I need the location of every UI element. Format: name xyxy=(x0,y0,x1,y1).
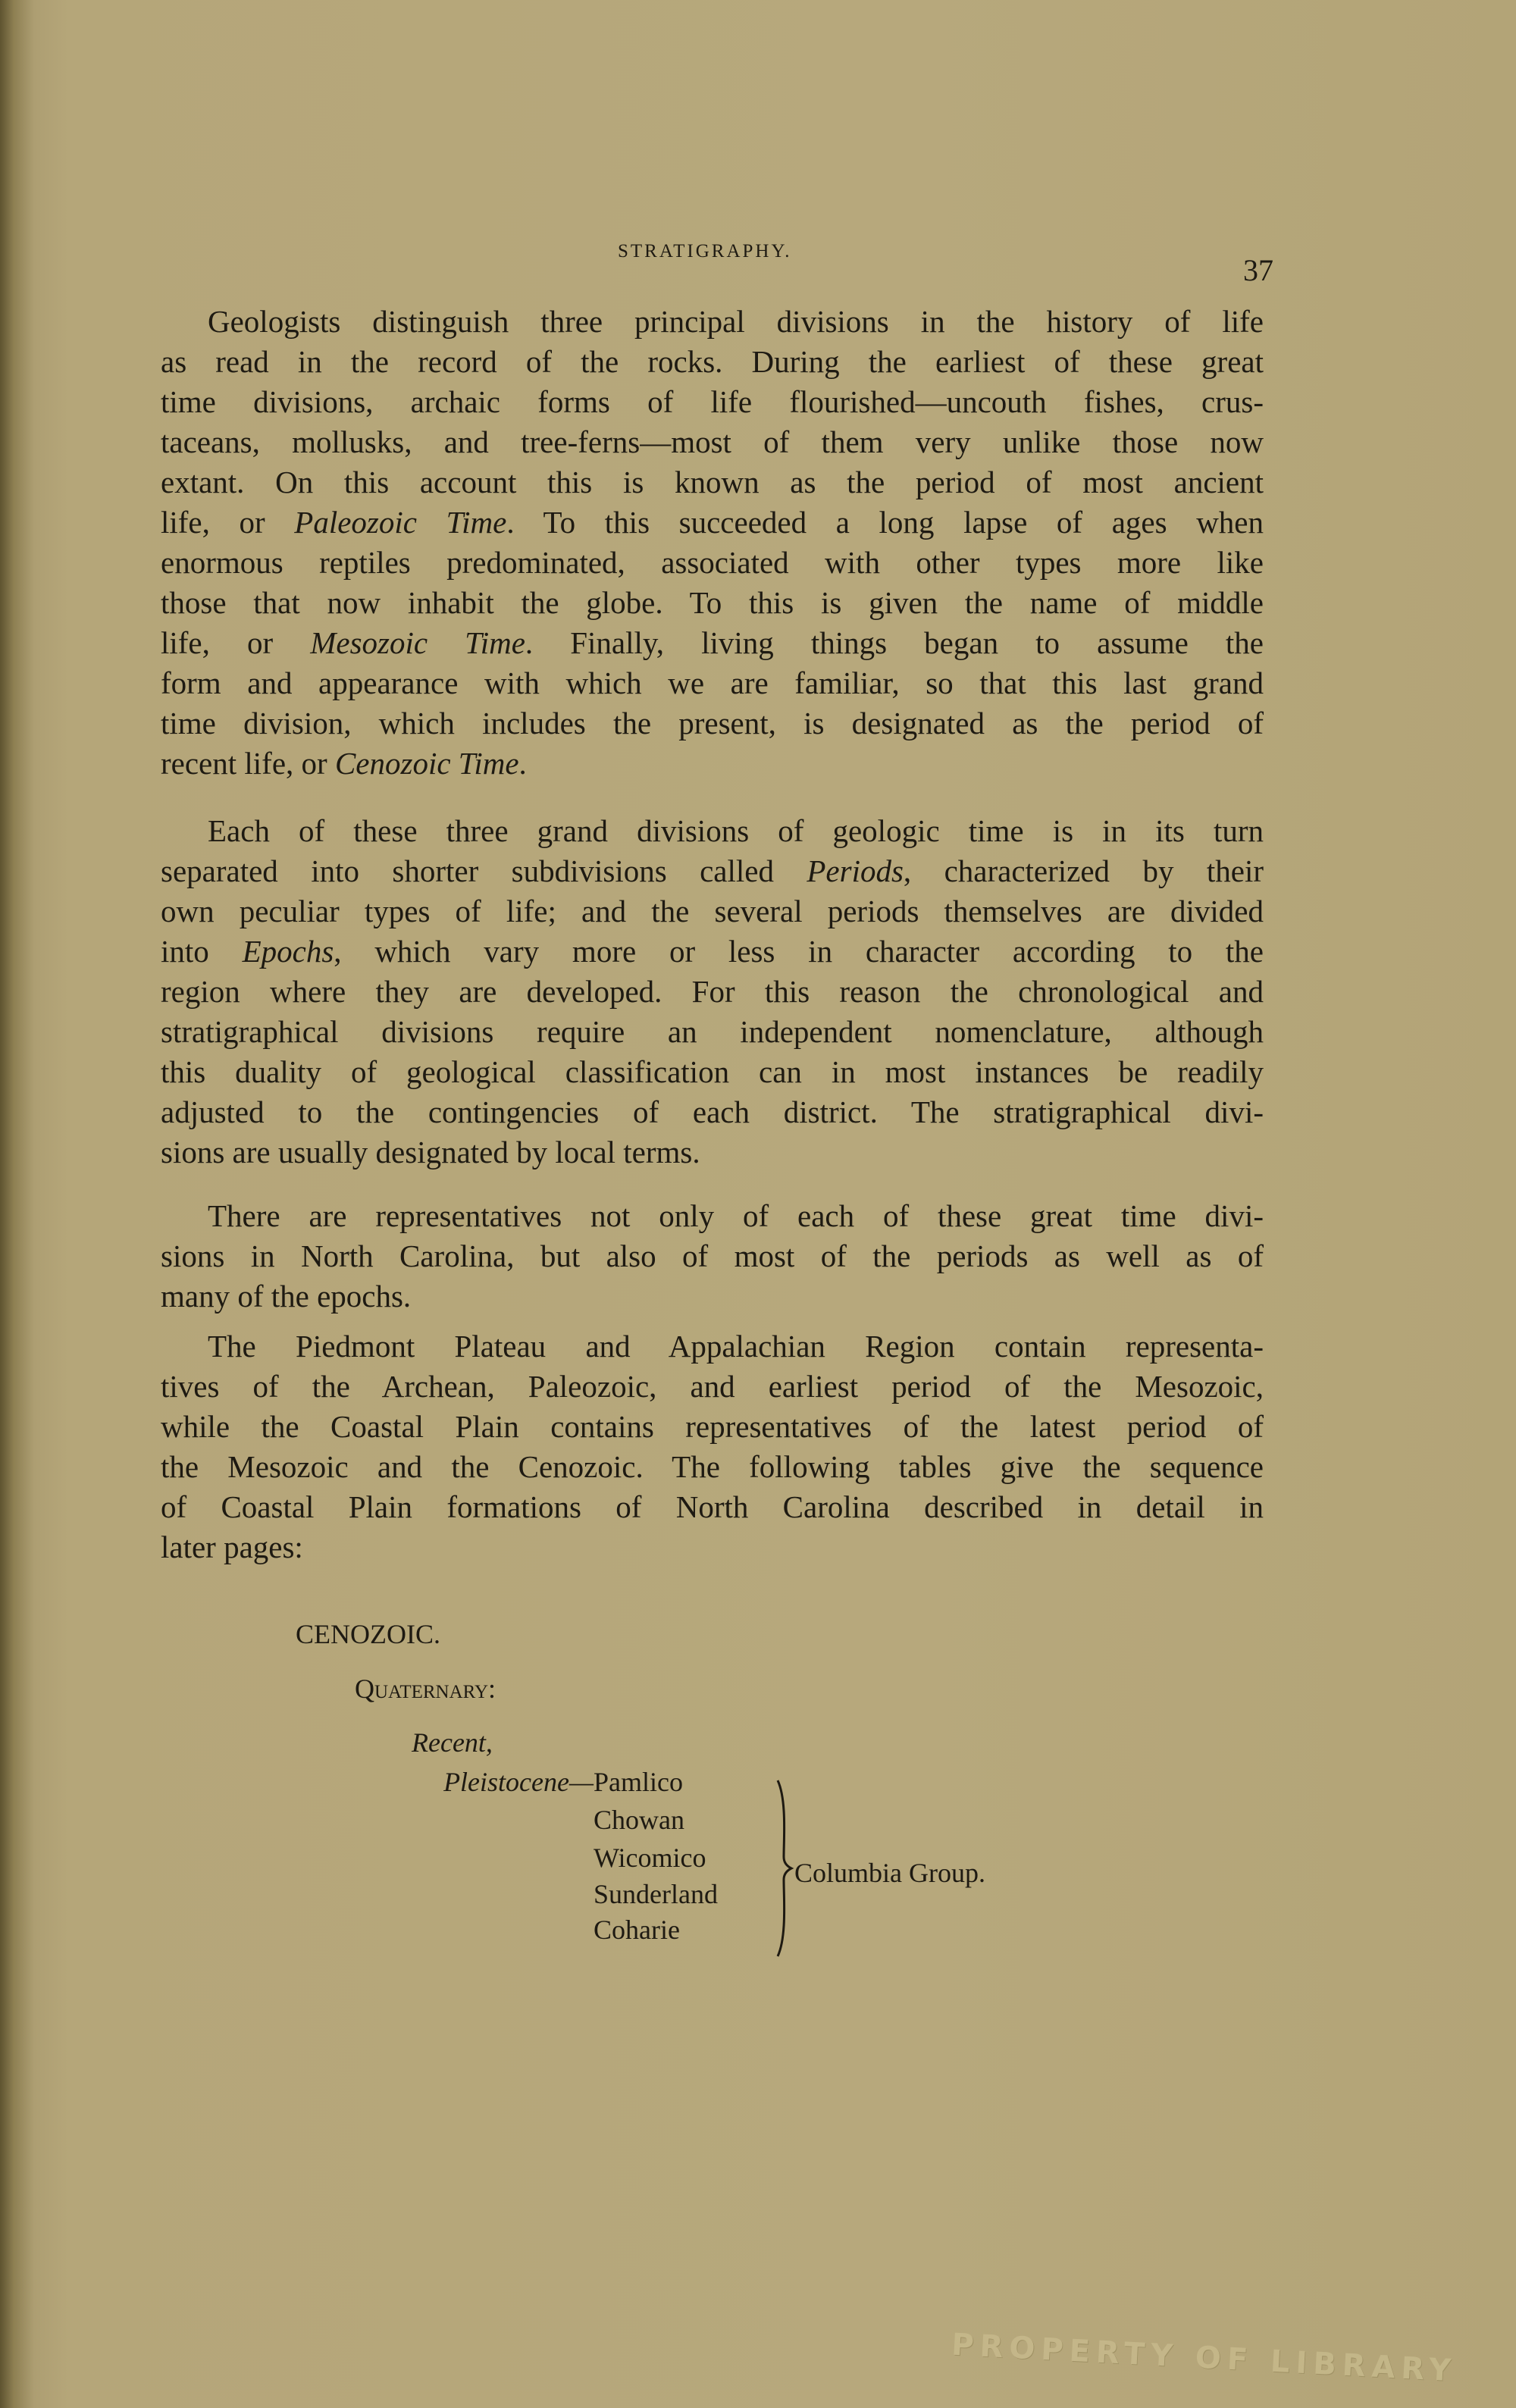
text-line xyxy=(161,1052,1264,1092)
text-line xyxy=(161,1527,1264,1567)
table-era: CENOZOIC. xyxy=(296,1619,440,1649)
text-run: into xyxy=(161,934,243,969)
text-run: sions are usually designated by local terms. xyxy=(161,1135,700,1170)
text-run: time divisions, archaic forms of life flourished—uncouth fishes, crus- xyxy=(161,384,1264,419)
text-line xyxy=(161,623,1264,663)
paragraph-periods-epochs xyxy=(161,811,1264,1173)
text-run: region where they are developed. For this reason the chronological and xyxy=(161,974,1264,1009)
text-line xyxy=(161,382,1264,422)
text-run: . xyxy=(518,746,527,781)
text-run: stratigraphical divisions require an independent nomenclature, although xyxy=(161,1014,1264,1049)
text-line xyxy=(161,302,1264,342)
text-run: separated into shorter subdivisions called xyxy=(161,853,807,888)
epoch-label: Pleistocene— xyxy=(443,1767,594,1797)
running-header: STRATIGRAPHY. xyxy=(618,241,792,261)
text-run: adjusted to the contingencies of each district. The stratigraphical divi- xyxy=(161,1094,1264,1129)
text-line xyxy=(161,972,1264,1012)
text-line xyxy=(161,1367,1264,1407)
italic-term: Cenozoic Time xyxy=(334,746,519,781)
text-run: own peculiar types of life; and the several periods themselves are divided xyxy=(161,894,1264,928)
text-line xyxy=(161,1012,1264,1052)
text-line xyxy=(161,462,1264,503)
italic-term: Paleozoic Time xyxy=(294,505,507,540)
text-line xyxy=(161,583,1264,623)
text-line xyxy=(161,1092,1264,1132)
formation: Chowan xyxy=(594,1805,684,1835)
formation: Sunderland xyxy=(594,1879,718,1909)
text-run: this duality of geological classification can in most instances be readily xyxy=(161,1054,1264,1089)
table-epoch-recent: Recent, xyxy=(412,1727,493,1758)
text-line xyxy=(161,703,1264,744)
text-run: , characterized by their xyxy=(903,853,1264,888)
text-run: the Mesozoic and the Cenozoic. The following tables give the sequence xyxy=(161,1449,1264,1484)
text-run: life, or xyxy=(161,505,295,540)
text-run: There are representatives not only of each of these great time divi- xyxy=(208,1198,1264,1233)
italic-term: Mesozoic Time xyxy=(310,625,525,660)
text-line xyxy=(161,1132,1264,1173)
text-line xyxy=(161,543,1264,583)
library-stamp-watermark: PROPERTY OF LIBRARY xyxy=(951,2327,1458,2389)
formation: Pamlico xyxy=(594,1767,683,1797)
text-line xyxy=(161,1407,1264,1447)
text-run: extant. On this account this is known as the period of most ancient xyxy=(161,465,1264,499)
text-line xyxy=(161,503,1264,543)
group-name: Columbia Group. xyxy=(794,1858,985,1888)
text-run: . Finally, living things began to assume the xyxy=(525,625,1264,660)
text-run: those that now inhabit the globe. To this is given the name of middle xyxy=(161,585,1264,620)
page-number: 37 xyxy=(1243,253,1273,287)
text-line xyxy=(161,1326,1264,1367)
text-run: life, or xyxy=(161,625,311,660)
formation: Wicomico xyxy=(594,1843,706,1873)
text-run: , which vary more or less in character according to the xyxy=(334,934,1264,969)
text-run: tives of the Archean, Paleozoic, and earliest period of the Mesozoic, xyxy=(161,1369,1264,1404)
formation: Coharie xyxy=(594,1915,680,1945)
text-run: as read in the record of the rocks. During the earliest of these great xyxy=(161,344,1264,379)
text-line xyxy=(161,891,1264,932)
text-run: enormous reptiles predominated, associated with other types more like xyxy=(161,545,1264,580)
text-line xyxy=(161,1196,1264,1236)
text-line xyxy=(161,663,1264,703)
paragraph-regions xyxy=(161,1326,1264,1567)
table-period: Quaternary: xyxy=(355,1674,496,1704)
text-line xyxy=(161,811,1264,851)
italic-term: Periods xyxy=(807,853,904,888)
text-line xyxy=(161,1487,1264,1527)
paragraph-representatives xyxy=(161,1196,1264,1317)
text-run: Geologists distinguish three principal divisions in the history of life xyxy=(208,304,1264,339)
table-epoch-pleistocene xyxy=(443,1766,594,1798)
text-run: form and appearance with which we are familiar, so that this last grand xyxy=(161,665,1264,700)
text-run: of Coastal Plain formations of North Carolina described in detail in xyxy=(161,1489,1264,1524)
italic-term: Epochs xyxy=(242,934,334,969)
text-run: Each of these three grand divisions of geologic time is in its turn xyxy=(208,813,1264,848)
text-run: . To this succeeded a long lapse of ages when xyxy=(506,505,1264,540)
text-run: recent life, or xyxy=(161,746,335,781)
paragraph-divisions xyxy=(161,302,1264,784)
text-run: sions in North Carolina, but also of most of the periods as well as of xyxy=(161,1238,1264,1273)
text-line xyxy=(161,744,1264,784)
text-line xyxy=(161,342,1264,382)
text-run: while the Coastal Plain contains representatives of the latest period of xyxy=(161,1409,1264,1444)
text-line xyxy=(161,1236,1264,1276)
text-line xyxy=(161,422,1264,462)
text-line xyxy=(161,851,1264,891)
text-line xyxy=(161,932,1264,972)
text-run: taceans, mollusks, and tree-ferns—most of them very unlike those now xyxy=(161,424,1264,459)
text-line xyxy=(161,1276,1264,1317)
text-run: many of the epochs. xyxy=(161,1279,412,1314)
text-run: later pages: xyxy=(161,1530,303,1564)
text-run: time division, which includes the present, is designated as the period of xyxy=(161,706,1264,741)
text-run: The Piedmont Plateau and Appalachian Region contain representa- xyxy=(208,1329,1264,1364)
text-line xyxy=(161,1447,1264,1487)
